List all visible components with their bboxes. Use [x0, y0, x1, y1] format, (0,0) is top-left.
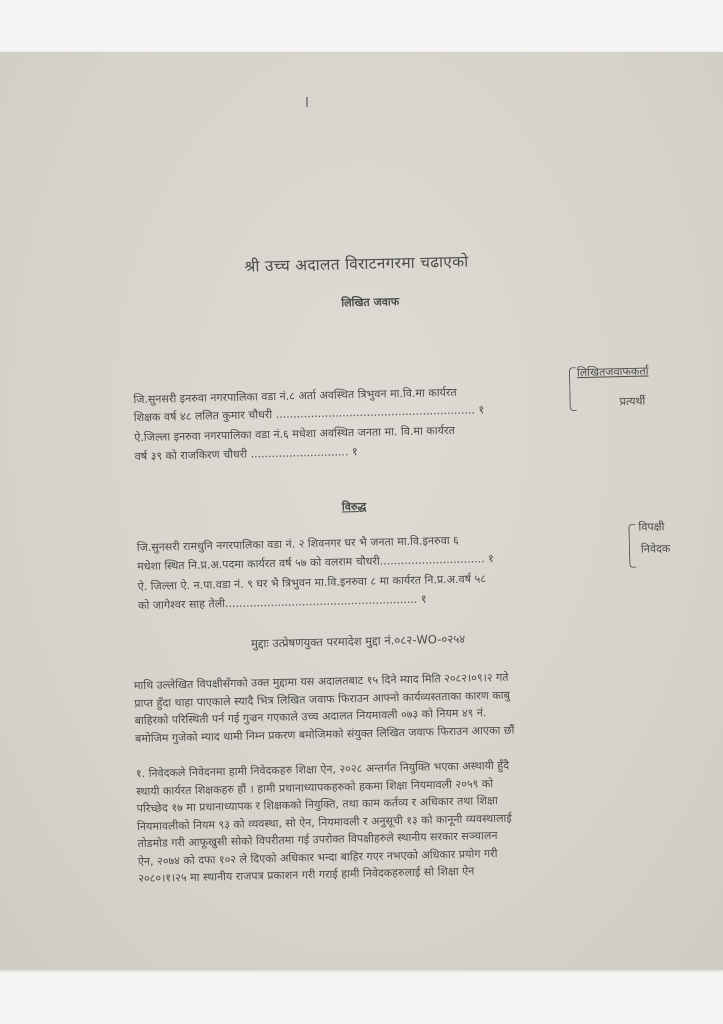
- petitioner-label: विपक्षी: [638, 520, 665, 534]
- case-title: मुद्दाः उत्प्रेषणयुक्त परमादेश मुद्दा नं.०८२-WO-०२५४: [250, 631, 466, 651]
- respondent-line-2: शिक्षक वर्ष ४८ ललित कुमार चौधरी ......................................................... १: [133, 403, 485, 425]
- point-1-line: २०८०।१।२५ मा स्थानीय राजपत्र प्रकाशन गरी गराई हामी निवेदकहरुलाई सो शिक्षा ऐन: [138, 864, 475, 886]
- point-1-line: ऐन, २०७४ को दफा १०२ ले दिएको अधिकार भन्दा बाहिर गएर नभएको अधिकार प्रयोग गरी: [137, 846, 498, 868]
- intro-line: माथि उल्लेखित विपक्षीसँगको उक्त मुद्दामा यस अदालतबाट १५ दिने म्याद मिति २०८२।०९।२ गते: [133, 670, 509, 693]
- document-type: लिखित जवाफ: [341, 295, 400, 310]
- petitioner-line-3: ऐ. जिल्ला ऐ. न.पा.वडा नं. ९ घर भै त्रिभुवन मा.वि.इनरुवा ८ मा कार्यरत नि.प्र.अ.वर्ष ५८: [137, 572, 487, 594]
- intro-line: बमोजिम गुजेको म्याद थामी निम्न प्रकरण बमोजिमको संयुक्त लिखित जवाफ फिराउन आएका छौं: [134, 723, 515, 745]
- respondent-line-3: ऐ.जिल्ला इनरुवा नगरपालिका वडा नं.६ मधेशा अवस्थित जनता मा. वि.मा कार्यरत: [134, 423, 455, 445]
- point-1-line: परिच्छेद १७ मा प्रधानाध्यापक र शिक्षकको नियुक्ति, तथा काम कर्तव्य र अधिकार तथा शिक्षा: [136, 793, 498, 816]
- petitioner-role: निवेदक: [640, 542, 671, 556]
- respondent-role: प्रत्यर्थी: [619, 394, 646, 409]
- intro-line: बाहिरको परिस्थिती पर्न गई गुज्रन गएकाले उच्च अदालत नियमावली ०७३ को नियम ४९ नं.: [134, 706, 487, 728]
- respondent-line-1: जि.सुनसरी इनरुवा नगरपालिका वडा नं.८ अर्ता अवस्थित त्रिभुवन मा.वि.मा कार्यरत: [133, 385, 457, 407]
- respondent-brace: [569, 367, 577, 411]
- point-1-line: तोडमोड गरी आफूखुसी सोको विपरीतमा गई उपरोक्त विपक्षीहरुले स्थानीय सरकार सञ्चालन: [137, 829, 498, 851]
- respondent-line-4: वर्ष ३९ को राजकिरण चौधरी ............................ १: [134, 445, 358, 464]
- scanned-page: [0, 52, 723, 970]
- petitioner-brace: [628, 524, 636, 568]
- court-heading: श्री उच्च अदालत विराटनगरमा चढाएको: [244, 252, 469, 276]
- petitioner-line-4: को जागेश्वर साह तेली....................................................... १: [137, 592, 427, 613]
- point-1-line: नियमावलीको नियम ९३ को व्यवस्था, सो ऐन, नियमावली र अनुसूची १३ को कानूनी व्यवस्थालाई: [136, 811, 512, 833]
- point-1-line: १. निवेदकले निवेदनमा हामी निवेदकहरु शिक्षा ऐन, २०२८ अन्तर्गत नियुक्ति भएका अस्थायी हुँदै: [135, 758, 510, 781]
- petitioner-line-2: मधेशा स्थित नि.प्र.अ.पदमा कार्यरत वर्ष ५७ को वलराम चौधरी.............................. १: [137, 552, 494, 574]
- versus-heading: विरुद्ध: [341, 499, 367, 514]
- document-body: [0, 44, 723, 978]
- intro-line: प्राप्त हुँदा थाहा पाएकाले स्यादै भित्र लिखित जवाफ फिराउन आफ्नो कार्यव्यस्तताका कारण काबु: [134, 688, 511, 710]
- respondent-label: लिखितजवाफकर्ता: [576, 364, 649, 380]
- point-1-paragraph: [136, 752, 699, 887]
- petitioner-line-1: जि.सुनसरी रामधुनि नगरपालिका वडा नं. २ शिवनगर घर भै जनता मा.वि.इनरुवा ६: [136, 533, 459, 555]
- point-1-line: स्थायी कार्यरत शिक्षकहरु हौं । हामी प्रधानाध्यापकहरुको हकमा शिक्षा नियमावली २०५९ को: [136, 776, 494, 798]
- intro-paragraph: [134, 665, 695, 748]
